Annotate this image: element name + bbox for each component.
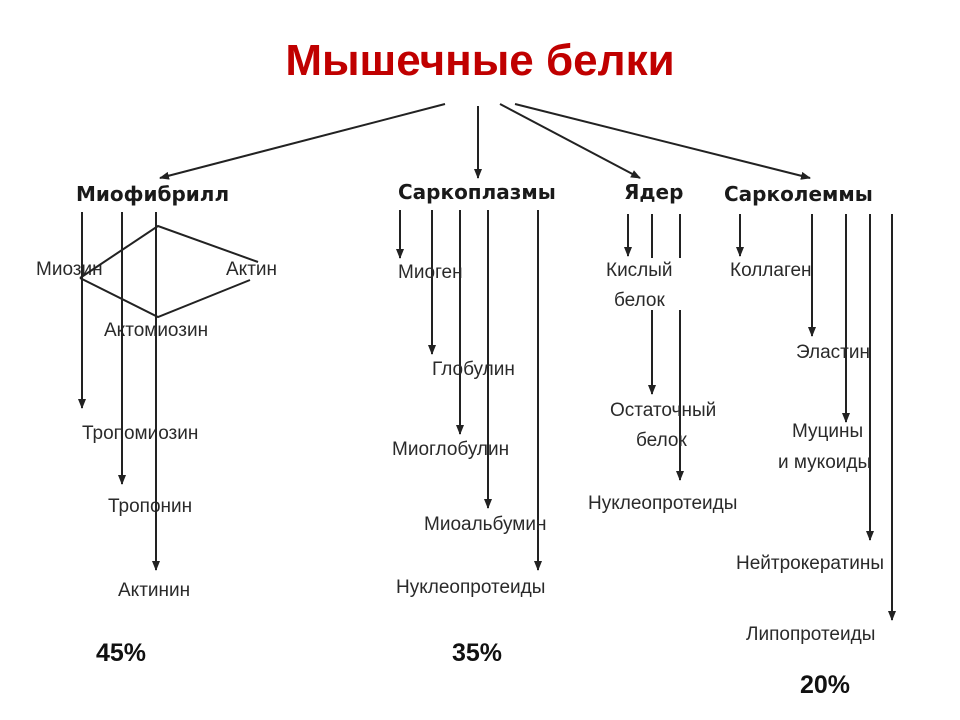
label-collagen: Коллаген xyxy=(730,260,812,281)
top-arrows xyxy=(160,104,810,178)
label-elastin: Эластин xyxy=(796,342,870,363)
percent-myofibril: 45% xyxy=(96,639,147,667)
sarcoplasm-group xyxy=(392,210,546,598)
label-residual-protein: белок xyxy=(636,430,687,451)
label-globulin: Глобулин xyxy=(432,359,515,380)
label-myoglobulin: Миоглобулин xyxy=(392,439,510,460)
label-troponin: Тропонин xyxy=(108,496,193,517)
label-acid: Кислый xyxy=(606,260,673,281)
label-myogen: Миоген xyxy=(398,262,463,283)
label-actinin: Актинин xyxy=(118,580,191,601)
label-actin: Актин xyxy=(226,259,278,280)
heading-nuclei: Ядер xyxy=(624,180,684,204)
arrow-to-myofibril xyxy=(160,104,445,178)
label-mucoids: и мукоиды xyxy=(778,452,872,473)
diamond-lower xyxy=(80,278,250,317)
label-myoalbumin: Миоальбумин xyxy=(424,514,547,535)
page-title: Мышечные белки xyxy=(285,36,675,85)
label-neurokeratins: Нейтрокератины xyxy=(736,553,885,574)
myofibril-group xyxy=(36,212,277,601)
label-mucins: Муцины xyxy=(792,421,864,442)
arrow-to-nuclei xyxy=(500,104,640,178)
percent-sarcoplasm: 35% xyxy=(452,639,503,667)
label-myosin: Миозин xyxy=(36,259,103,280)
label-acid-protein: белок xyxy=(614,290,665,311)
label-actomyosin: Актомиозин xyxy=(104,320,209,341)
arrow-to-sarcolemma xyxy=(515,104,810,178)
sarcolemma-group xyxy=(730,214,892,645)
percent-sarcolemma: 20% xyxy=(800,671,851,699)
heading-myofibril: Миофибрилл xyxy=(76,182,230,206)
label-tropomyosin: Тропомиозин xyxy=(82,423,199,444)
label-nucleoproteids-sarco: Нуклеопротеиды xyxy=(396,577,546,598)
label-nucleoproteids-nuclei: Нуклеопротеиды xyxy=(588,493,738,514)
label-residual: Остаточный xyxy=(610,400,717,421)
heading-sarcoplasm: Саркоплазмы xyxy=(398,180,556,204)
nuclei-group xyxy=(588,214,737,514)
label-lipoproteids: Липопротеиды xyxy=(746,624,876,645)
heading-sarcolemma: Сарколеммы xyxy=(724,182,873,206)
